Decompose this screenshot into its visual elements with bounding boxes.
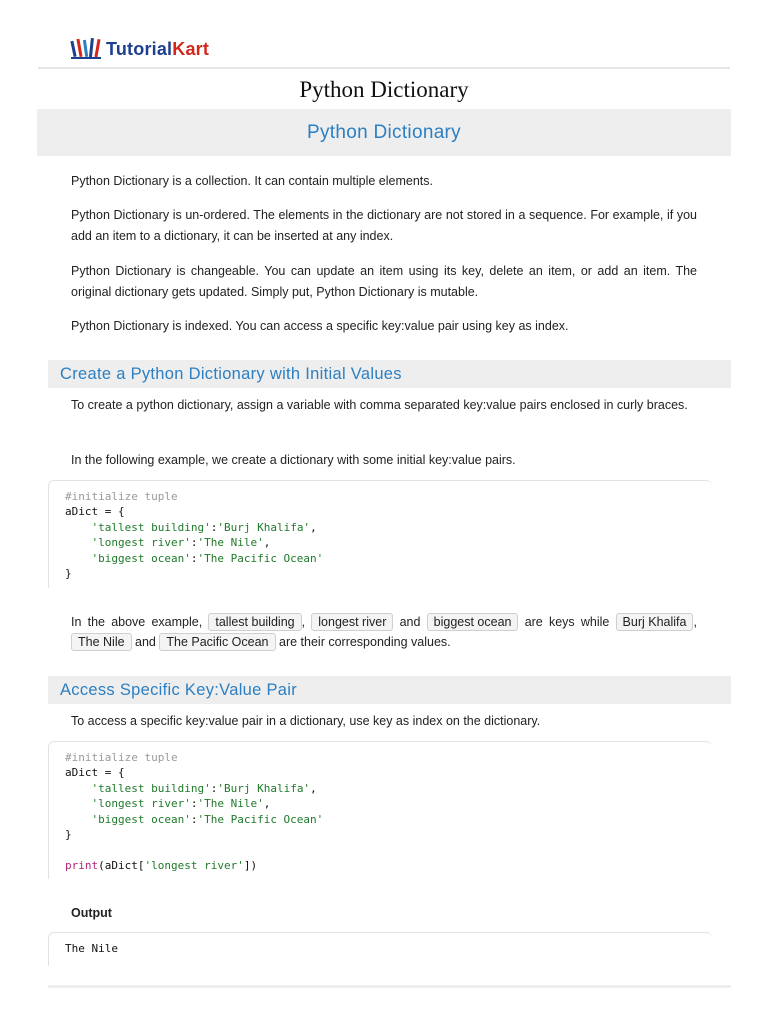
code-print-fn: print [65, 858, 99, 872]
section-heading-text: Create a Python Dictionary with Initial Values [60, 364, 402, 383]
section2-paragraph-1: To access a specific key:value pair in a dictionary, use key as index on the dictionary. [71, 714, 541, 728]
code-value: 'Burj Khalifa' [217, 520, 311, 534]
code-value: 'The Nile' [197, 797, 264, 811]
intro-paragraph-3: Python Dictionary is changeable. You can update an item using its key, delete an item, or add an item. The original dictionary gets updated. Simply put, Python Dictionary is mutable. [71, 264, 697, 299]
code-print-arg: 'longest river' [144, 858, 244, 872]
output-block[interactable] [48, 932, 712, 966]
output-label: Output [71, 906, 112, 920]
output-text: The Nile [65, 942, 118, 955]
code-value: 'Burj Khalifa' [217, 781, 311, 795]
section1-paragraph-1: To create a python dictionary, assign a variable with comma separated key:value pairs enclosed in curly braces. [71, 398, 688, 412]
code-comment: #initialize tuple [65, 490, 178, 503]
code-line: aDict = { [65, 505, 125, 519]
intro-paragraph-4: Python Dictionary is indexed. You can access a specific key:value pair using key as index. [71, 319, 569, 333]
code-block-access[interactable]: #initialize tuple aDict = { 'tallest building':'Burj Khalifa', 'longest river':'The Nile', 'biggest ocean':'The Pacific Ocean' } print(aDict['longest river']) [48, 741, 712, 879]
code-key: 'longest river' [91, 797, 191, 811]
page-title-banner [37, 109, 731, 156]
code-line: aDict = { [65, 766, 125, 780]
code-value: 'The Pacific Ocean' [197, 812, 324, 826]
code-sep: , [310, 520, 317, 534]
intro-paragraph-1: Python Dictionary is a collection. It can contain multiple elements. [71, 174, 433, 188]
code-value: 'The Pacific Ocean' [197, 551, 324, 565]
inline-code-key: longest river [311, 613, 393, 631]
section-heading-text: Access Specific Key:Value Pair [60, 680, 298, 699]
section1-paragraph-2: In the following example, we create a dictionary with some initial key:value pairs. [71, 453, 516, 467]
section-heading-create [48, 360, 731, 388]
document-title: Python Dictionary [299, 77, 469, 102]
section-heading-access [48, 676, 731, 704]
inline-code-key: biggest ocean [427, 613, 519, 631]
code-sep: , [310, 781, 317, 795]
code-value: 'The Nile' [197, 536, 264, 550]
footer-divider [48, 985, 731, 988]
code-key: 'tallest building' [91, 520, 211, 534]
intro-paragraph-2: Python Dictionary is un-ordered. The elements in the dictionary are not stored in a sequence. For example, if you add an item to a dictionary, it can be inserted at any index. [71, 208, 697, 243]
code-key: 'biggest ocean' [91, 812, 191, 826]
code-sep: , [263, 536, 271, 550]
site-logo[interactable] [70, 34, 209, 64]
inline-code-value: The Nile [71, 633, 132, 651]
code-line: } [65, 567, 72, 581]
code-key: 'biggest ocean' [91, 551, 191, 565]
page-title: Python Dictionary [306, 121, 461, 143]
code-key: 'longest river' [91, 536, 191, 550]
header-divider [38, 67, 730, 69]
section1-explanation: In the above example, tallest building , longest river and biggest ocean are keys while Burj Khalifa , The Nile and The Pacific Ocean are their corresponding values. [71, 615, 697, 649]
code-key: 'tallest building' [91, 781, 211, 795]
code-comment: #initialize tuple [65, 751, 178, 764]
logo-text: TutorialKart [106, 38, 210, 59]
logo-icon [70, 35, 104, 63]
inline-code-key: tallest building [208, 613, 301, 631]
code-line: } [65, 828, 72, 842]
code-block-create[interactable]: #initialize tuple aDict = { 'tallest building':'Burj Khalifa', 'longest river':'The Nile', 'biggest ocean':'The Pacific Ocean' } [48, 480, 712, 588]
inline-code-value: The Pacific Ocean [159, 633, 275, 651]
code-sep: , [263, 797, 271, 811]
inline-code-value: Burj Khalifa [616, 613, 694, 631]
